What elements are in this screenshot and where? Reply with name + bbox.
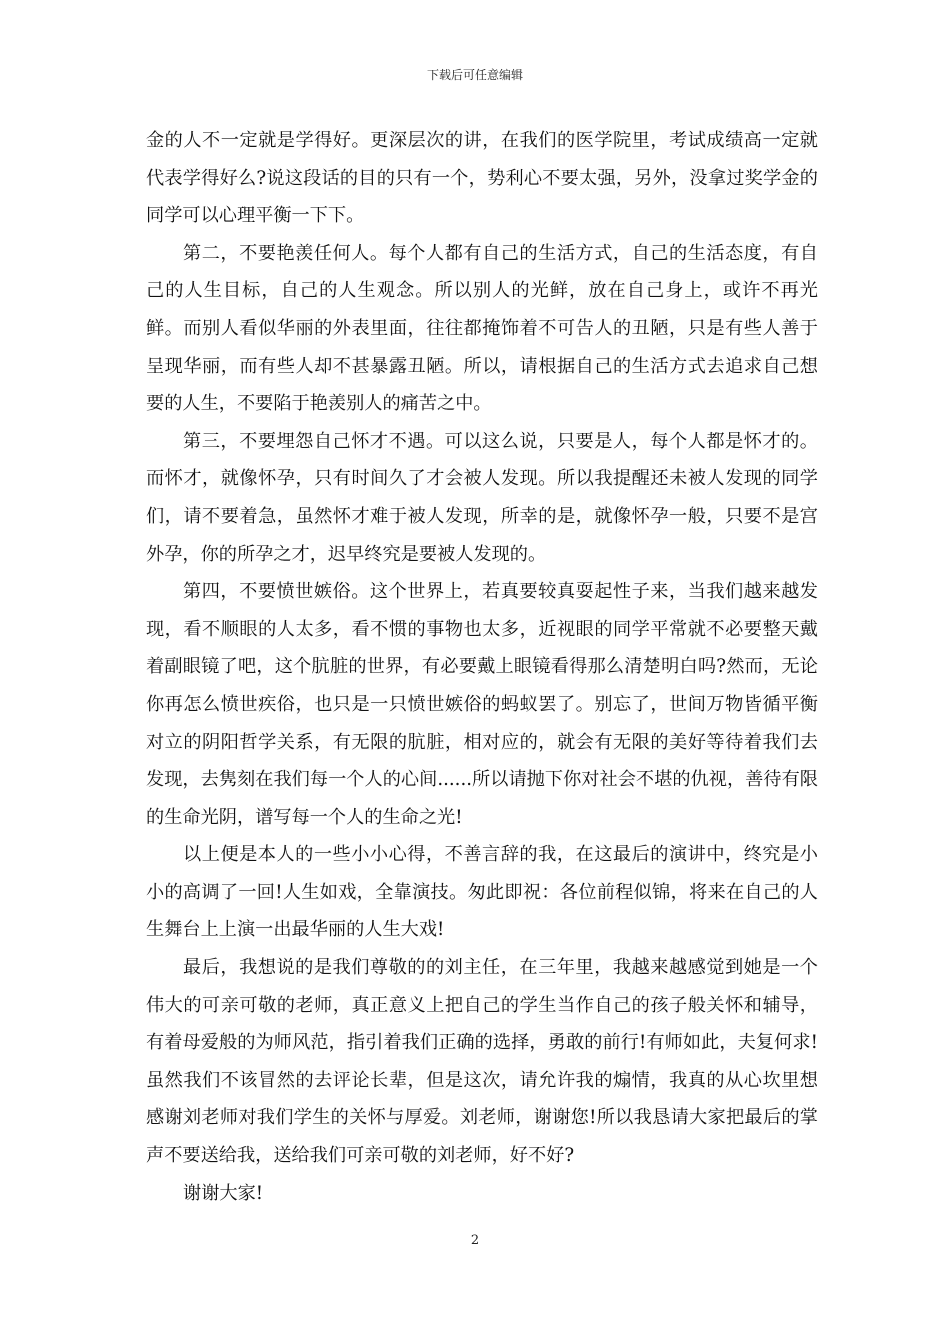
paragraph-fourth-point: 第四，不要愤世嫉俗。这个世界上，若真要较真耍起性子来，当我们越来越发现，看不顺眼的人太多，看不惯的事物也太多，近视眼的同学平常就不必要整天戴着副眼镜了吧，这个肮脏的世界，有必要戴上眼镜看得那么清楚明白吗?然而，无论你再怎么愤世疾俗，也只是一只愤世嫉俗的蚂蚁罢了。别忘了，世间万物皆循平衡对立的阴阳哲学关系，有无限的肮脏，相对应的，就会有无限的美好等待着我们去发现，去隽刻在我们每一个人的心间......所以请抛下你对社会不堪的仇视，善待有限的生命光阴，谱写每一个人的生命之光! xyxy=(146,581,818,828)
document-body xyxy=(146,122,818,1212)
page-header: 下载后可任意编辑 xyxy=(426,68,523,82)
paragraph-thanks-teacher: 最后，我想说的是我们尊敬的的刘主任，在三年里，我越来越感觉到她是一个伟大的可亲可敬的老师，真正意义上把自己的学生当作自己的孩子般关怀和辅导，有着母爱般的为师风范，指引着我们正确的选择，勇敢的前行!有师如此，夫复何求!虽然我们不该冒然的去评论长辈，但是这次，请允许我的煽情，我真的从心坎里想感谢刘老师对我们学生的关怀与厚爱。刘老师，谢谢您!所以我恳请大家把最后的掌声不要送给我，送给我们可亲可敬的刘老师，好不好? xyxy=(146,957,818,1167)
paragraph-second-point: 第二，不要艳羡任何人。每个人都有自己的生活方式，自己的生活态度，有自己的人生目标，自己的人生观念。所以别人的光鲜，放在自己身上，或许不再光鲜。而别人看似华丽的外表里面，往往都掩饰着不可告人的丑陋，只是有些人善于呈现华丽，而有些人却不甚暴露丑陋。所以，请根据自己的生活方式去追求自己想要的人生，不要陷于艳羡别人的痛苦之中。 xyxy=(146,242,818,415)
paragraph-continuation: 金的人不一定就是学得好。更深层次的讲，在我们的医学院里，考试成绩高一定就代表学得好么?说这段话的目的只有一个，势利心不要太强，另外，没拿过奖学金的同学可以心理平衡一下下。 xyxy=(146,130,818,227)
paragraph-closing: 谢谢大家! xyxy=(183,1182,264,1204)
page-number: 2 xyxy=(470,1233,480,1248)
paragraph-summary: 以上便是本人的一些小小心得，不善言辞的我，在这最后的演讲中，终究是小小的高调了一回!人生如戏，全靠演技。匆此即祝：各位前程似锦，将来在自己的人生舞台上上演一出最华丽的人生大戏! xyxy=(146,844,818,941)
paragraph-third-point: 第三，不要埋怨自己怀才不遇。可以这么说，只要是人，每个人都是怀才的。而怀才，就像怀孕，只有时间久了才会被人发现。所以我提醒还未被人发现的同学们，请不要着急，虽然怀才难于被人发现，所幸的是，就像怀孕一般，只要不是宫外孕，你的所孕之才，迟早终究是要被人发现的。 xyxy=(146,430,818,565)
